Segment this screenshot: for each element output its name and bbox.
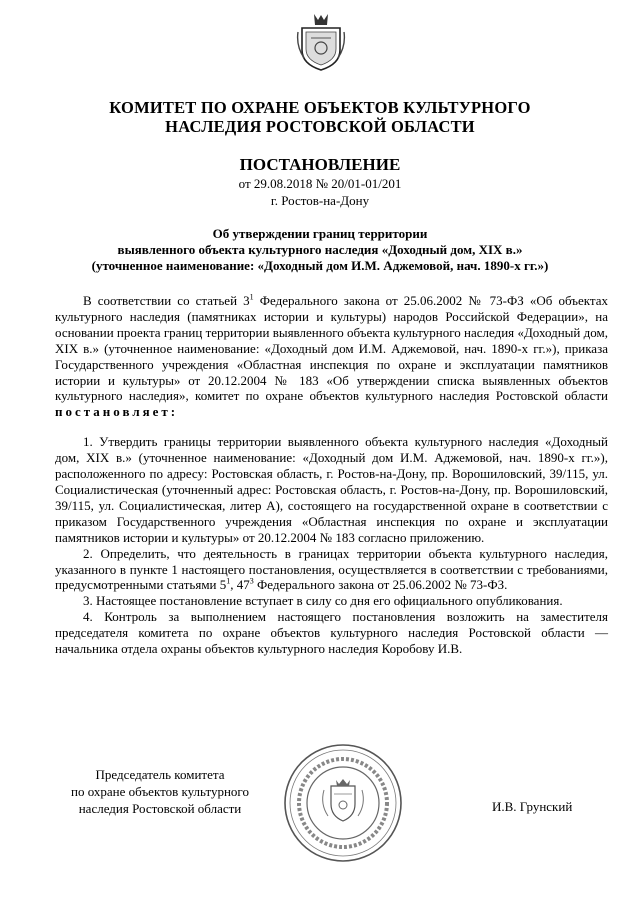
item-2-text-c: Федерального закона от 25.06.2002 № 73-ФЗ. — [253, 577, 508, 593]
document-subject — [40, 226, 600, 274]
preamble-paragraph — [55, 293, 608, 420]
signatory-title-line-2: по охране объектов культурного — [71, 784, 249, 799]
subject-line-1: Об утверждении границ территории — [212, 226, 428, 241]
item-2-superscript-1: 1 — [226, 577, 231, 587]
preamble-text-a: В соответствии со статьей 3 — [83, 293, 250, 308]
item-2 — [55, 546, 608, 594]
preamble-text-b: Федерального закона от 25.06.2002 № 73-ФЗ «Об объектах культурного наследия (памятниках истории и культуры) народов Российской Федерации», на основании проекта границ территории выявленного объекта культурного наследия «Доходный дом, XIX в.» (уточненное наименование: «Доходный дом И.М. Аджемовой, нач. 1890-х гг.»), приказа Государственного учреждения «Областная инспекция по охране и эксплуатации памятников истории и культуры» от 20.12.2004 № 183 «Об утверждении списка выявленных объектов культурного наследия», комитет по охране объектов культурного наследия Ростовской области — [55, 293, 609, 404]
document-date-number: от 29.08.2018 № 20/01-01/201 — [238, 176, 402, 191]
coat-of-arms-icon — [296, 12, 346, 72]
item-2-superscript-2: 3 — [249, 577, 254, 587]
document-city: г. Ростов-на-Дону — [270, 193, 370, 208]
subject-line-2: выявленного объекта культурного наследия «Доходный дом, XIX в.» — [117, 242, 523, 257]
item-2-text-a: 2. Определить, что деятельность в границах территории объекта культурного наследия, указанного в пункте 1 настоящего постановления, осуществляется в соответствии с требованиями, предусмотренными статьями 5 — [55, 545, 608, 593]
item-1: 1. Утвердить границы территории выявленного объекта культурного наследия «Доходный дом, XIX в.» (уточненное наименование: «Доходный дом И.М. Аджемовой, нач. 1890-х гг.»), расположенного по адресу: Ростовская область, г. Ростов-на-Дону, пр. Ворошиловский, 39/115, ул. Социалистическая (уточненный адрес: Ростовская область, г. Ростов-на-Дону, пр. Ворошиловский, 39/115, ул. Социалистическая, литер А), состоящего на государственной охране в соответствии с приказом Государственного учреждения «Областная инспекция по охране и эксплуатации памятников истории и культуры» от 20.12.2004 № 183 согласно приложению. — [55, 434, 608, 545]
signatory-title-line-1: Председатель комитета — [95, 767, 225, 782]
signatory-title-line-3: наследия Ростовской области — [78, 801, 242, 816]
item-2-text-b: , 47 — [230, 577, 250, 593]
signatory-name: И.В. Грунский — [492, 799, 573, 814]
document-body — [55, 293, 608, 657]
preamble-superscript: 1 — [249, 292, 254, 302]
document-type: ПОСТАНОВЛЕНИЕ — [239, 155, 401, 174]
resolve-word: постановляет: — [55, 404, 179, 420]
official-seal-icon — [282, 742, 404, 864]
item-3: 3. Настоящее постановление вступает в силу со дня его официального опубликования. — [83, 593, 563, 609]
signatory-title — [40, 766, 280, 817]
authority-line-2: НАСЛЕДИЯ РОСТОВСКОЙ ОБЛАСТИ — [165, 117, 475, 136]
authority-line-1: КОМИТЕТ ПО ОХРАНЕ ОБЪЕКТОВ КУЛЬТУРНОГО — [109, 98, 531, 117]
issuing-authority — [40, 98, 600, 136]
subject-line-3: (уточненное наименование: «Доходный дом И.М. Аджемовой, нач. 1890-х гг.») — [91, 258, 549, 273]
item-4: 4. Контроль за выполнением настоящего постановления возложить на заместителя председателя комитета по охране объектов культурного наследия Ростовской области — начальника отдела охраны объектов культурного наследия Коробову И.В. — [55, 609, 608, 657]
